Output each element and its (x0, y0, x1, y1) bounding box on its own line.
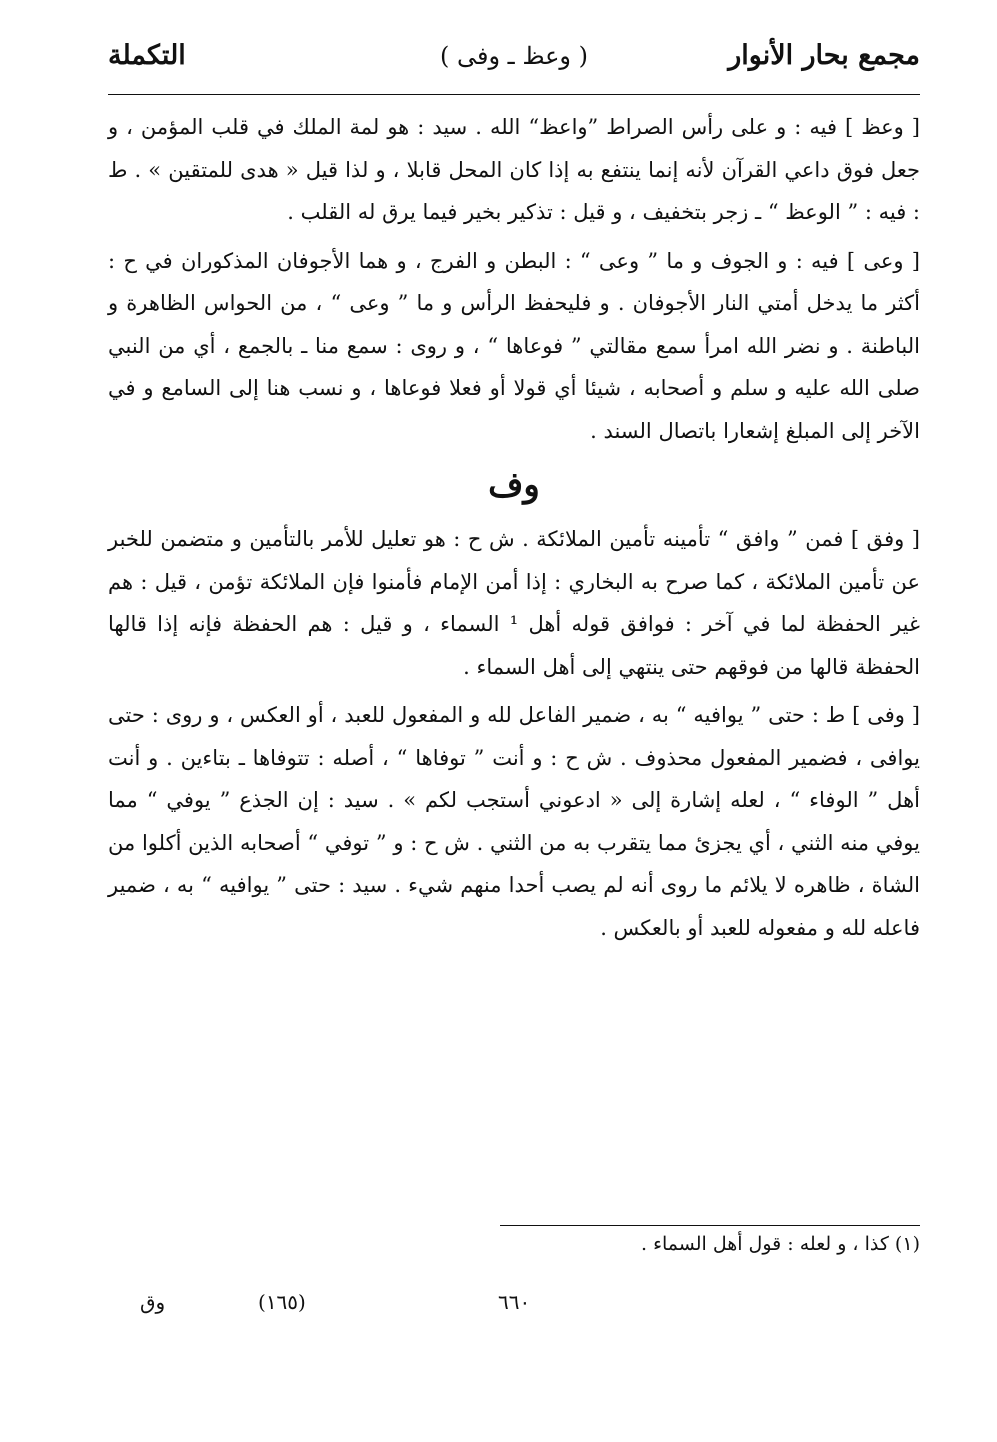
footer-signature-code: وق (140, 1290, 166, 1314)
header-divider (108, 94, 920, 95)
footnote-divider (500, 1225, 920, 1226)
page-body (108, 106, 920, 955)
entry-paragraph-waa: [ وعى ] فيه : و الجوف و ما ” وعى “ : البطن و الفرج ، و هما الأجوفان المذكوران في ح : أكثر ما يدخل أمتي النار الأجوفان . و فليحفظ الرأس و ما ” وعى “ ، من الحواس الظاهرة و الباطنة . و نضر الله امرأ سمع مقالتي ” فوعاها “ ، و روى : سمع منا ـ بالجمع ، أي من النبي صلى الله عليه و سلم و أصحابه ، شيئا أي قولا أو فعلا فوعاها ، و نسب هنا إلى السامع و في الآخر إلى المبلغ إشعارا باتصال السند . (108, 248, 920, 443)
section-heading: وف (488, 465, 540, 505)
header-book-title: مجمع بحار الأنوار (728, 40, 920, 71)
entry-paragraph-waaz: [ وعظ ] فيه : و على رأس الصراط ”واعظ“ الله . سيد : هو لمة الملك في قلب المؤمن ، و جعل فوق داعي القرآن لأنه إنما ينتفع به إذا كان المحل قابلا ، و لذا قيل « هدى للمتقين » . ط : فيه : ” الوعظ “ ـ زجر بتخفيف ، و قيل : تذكير بخير فيما يرق له القلب . (108, 115, 920, 224)
footnote: (١) كذا ، و لعله : قول أهل السماء . (640, 1233, 920, 1255)
page-number: ٦٦٠ (498, 1290, 531, 1314)
entry-paragraph-wafq: [ وفق ] فمن ” وافق “ تأمينه تأمين الملائكة . ش ح : هو تعليل للأمر بالتأمين و متضمن للخبر عن تأمين الملائكة ، كما صرح به البخاري : إذا أمن الإمام فأمنوا فإن الملائكة تؤمن ، قيل : هم غير الحفظة لما في آخر : فوافق قوله أهل ¹ السماء ، و قيل : هم الحفظة فإنه إذا قالها الحفظة قالها من فوقهم حتى ينتهي إلى أهل السماء . (108, 527, 920, 679)
page-header (108, 36, 920, 84)
entry-paragraph-wafa: [ وفى ] ط : حتى ” يوافيه “ به ، ضمير الفاعل لله و المفعول للعبد ، أو العكس ، و روى : حتى يوافى ، فضمير المفعول محذوف . ش ح : و أنت ” توفاها “ ، أصله : تتوفاها ـ بتاءين . و أنت أهل ” الوفاء “ ، لعله إشارة إلى « ادعوني أستجب لكم » . سيد : إن الجذع ” يوفي “ مما يوفي منه الثني ، أي يجزئ مما يتقرب به من الثني . ش ح : و ” توفي “ أصحابه الذين أكلوا من الشاة ، ظاهره لا يلائم ما روى أنه لم يصب أحدا منهم شيء . سيد : حتى ” يوافيه “ به ، ضمير فاعله لله و مفعوله للعبد أو بالعكس . (108, 703, 920, 940)
header-section-label: التكملة (108, 40, 186, 71)
page-footer (108, 1290, 920, 1320)
header-entry-range: ( وعظ ـ وفى ) (439, 42, 589, 70)
footer-signature-number: (١٦٥) (258, 1290, 306, 1314)
